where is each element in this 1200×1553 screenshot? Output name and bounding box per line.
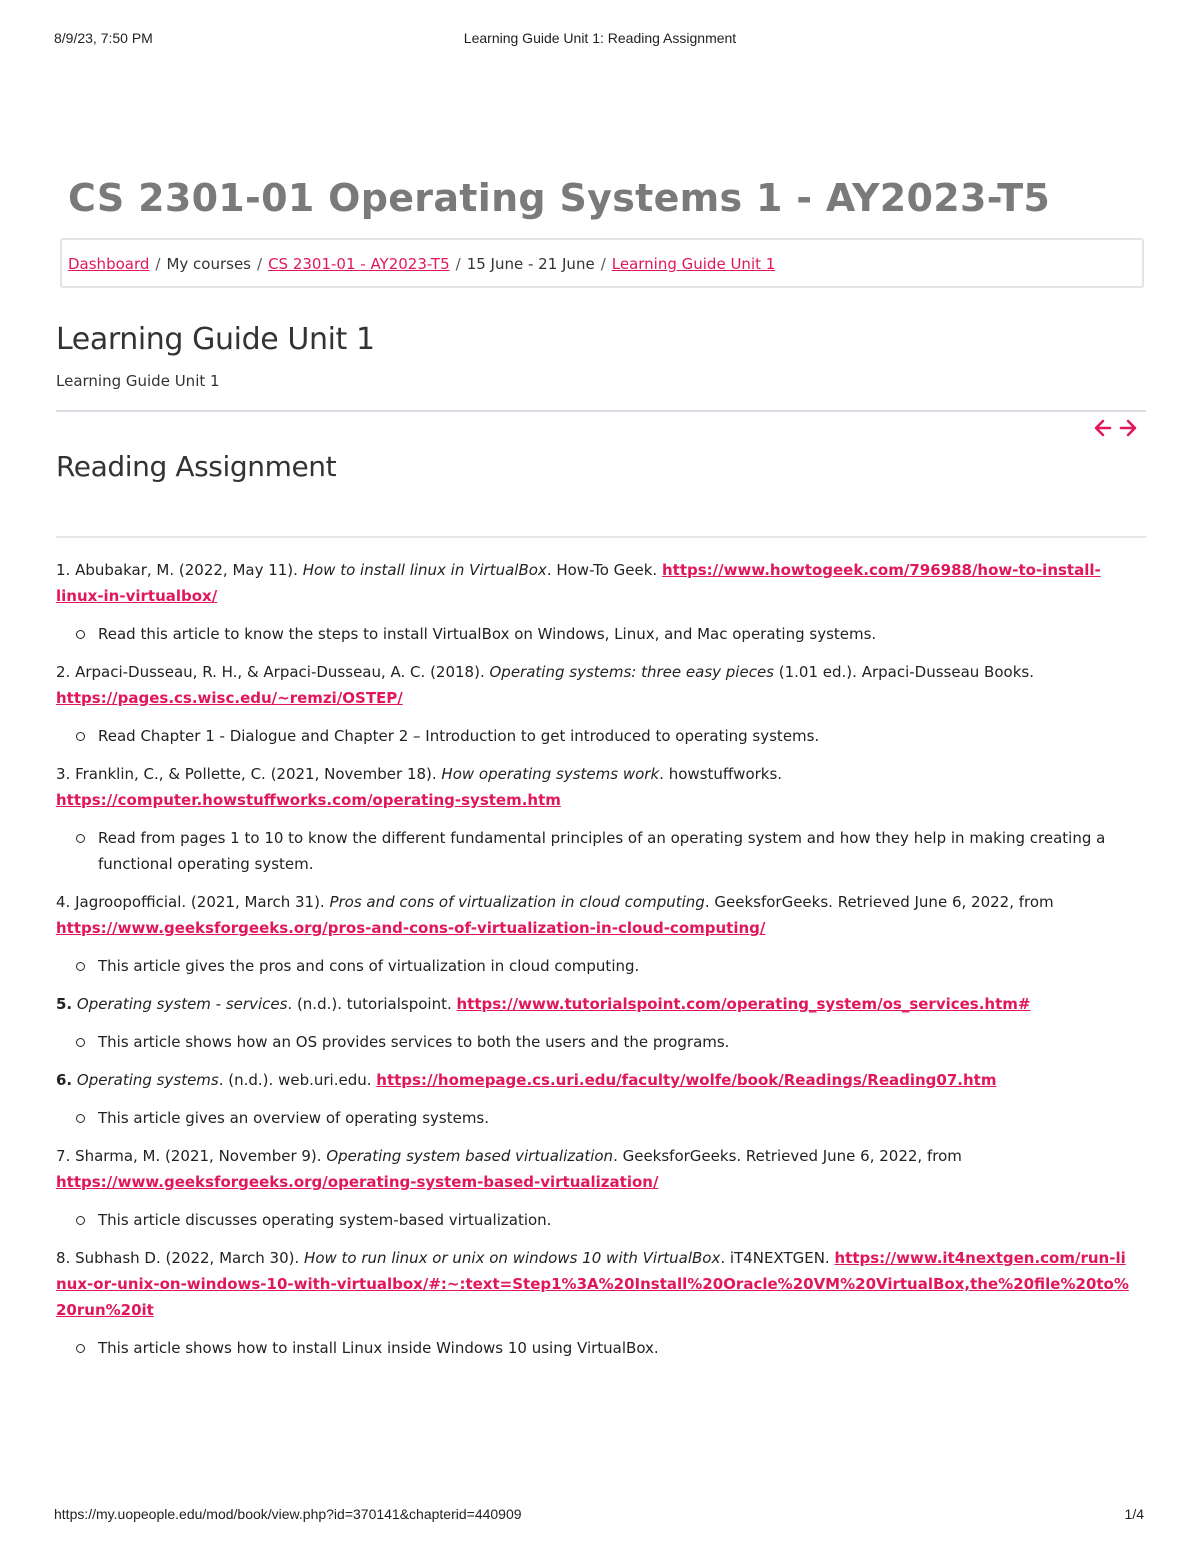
print-page-title: Learning Guide Unit 1: Reading Assignment	[463, 30, 737, 46]
breadcrumb-separator: /	[257, 255, 263, 273]
reference-item	[56, 889, 1136, 941]
breadcrumb-separator: /	[600, 255, 606, 273]
reference-number: 6.	[56, 1071, 73, 1089]
circle-bullet-icon	[76, 732, 85, 741]
circle-bullet-icon	[76, 1216, 85, 1225]
reference-number: 5.	[56, 995, 73, 1013]
reference-source: . How-To Geek.	[546, 561, 662, 579]
circle-bullet-icon	[76, 1038, 85, 1047]
reference-item	[56, 1067, 1136, 1093]
reference-number: 7.	[56, 1147, 71, 1165]
breadcrumb-guide-link[interactable]: Learning Guide Unit 1	[611, 255, 776, 273]
print-datetime: 8/9/23, 7:50 PM	[54, 30, 153, 46]
reference-number: 3.	[56, 765, 71, 783]
reference-link[interactable]: https://www.geeksforgeeks.org/operating-system-based-virtualization/	[56, 1173, 659, 1191]
reference-link[interactable]: https://www.tutorialspoint.com/operating_system/os_services.htm#	[456, 995, 1031, 1013]
breadcrumb-separator: /	[155, 255, 161, 273]
reference-source: . iT4NEXTGEN.	[720, 1249, 835, 1267]
reference-number: 4.	[56, 893, 71, 911]
breadcrumb-separator: /	[455, 255, 461, 273]
reference-item	[56, 557, 1136, 609]
breadcrumb	[60, 238, 1144, 288]
circle-bullet-icon	[76, 1344, 85, 1353]
reference-number: 8.	[56, 1249, 71, 1267]
book-subtitle: Learning Guide Unit 1	[56, 372, 220, 390]
print-url: https://my.uopeople.edu/mod/book/view.php?id=370141&chapterid=440909	[54, 1506, 522, 1522]
reference-note: This article discusses operating system-based virtualization.	[98, 1207, 1136, 1233]
reference-authors: Jagroopofficial. (2021, March 31).	[70, 893, 330, 911]
reference-link[interactable]: https://www.it4nextgen.com/run-linux-or-unix-on-windows-10-with-virtualbox/#:~:text=Step1%3A%20Install%20Oracle%20VM%20VirtualBox,the%20file%20to%20run%20it	[56, 1249, 1129, 1319]
breadcrumb-my-courses: My courses	[166, 255, 251, 273]
reference-link[interactable]: https://www.geeksforgeeks.org/pros-and-cons-of-virtualization-in-cloud-computing/	[56, 919, 766, 937]
chapter-navigation	[1094, 416, 1140, 440]
reference-source: . (n.d.). tutorialspoint.	[287, 995, 457, 1013]
reference-note: This article shows how an OS provides services to both the users and the programs.	[98, 1029, 1136, 1055]
reference-number: 1.	[56, 561, 71, 579]
circle-bullet-icon	[76, 630, 85, 639]
reference-title: How operating systems work	[441, 765, 660, 783]
reference-note: This article gives the pros and cons of virtualization in cloud computing.	[98, 953, 1136, 979]
reference-note: This article shows how to install Linux inside Windows 10 using VirtualBox.	[98, 1335, 1136, 1361]
reference-source: . (n.d.). web.uri.edu.	[218, 1071, 377, 1089]
reference-authors: Arpaci-Dusseau, R. H., & Arpaci-Dusseau, A. C. (2018).	[70, 663, 490, 681]
circle-bullet-icon	[76, 1114, 85, 1123]
next-chapter-arrow-icon[interactable]	[1121, 421, 1135, 435]
breadcrumb-week: 15 June - 21 June	[466, 255, 595, 273]
reference-number: 2.	[56, 663, 71, 681]
divider	[56, 536, 1146, 538]
reference-link[interactable]: https://www.howtogeek.com/796988/how-to-install-linux-in-virtualbox/	[56, 561, 1101, 605]
reference-title: Operating systems	[76, 1071, 219, 1089]
reference-item	[56, 659, 1136, 711]
pdf-print-footer	[0, 1506, 1200, 1526]
reference-item	[56, 761, 1136, 813]
reference-note: This article gives an overview of operating systems.	[98, 1105, 1136, 1131]
book-title: Learning Guide Unit 1	[56, 322, 375, 357]
chapter-title: Reading Assignment	[56, 450, 337, 483]
reference-title: Operating system based virtualization	[326, 1147, 614, 1165]
circle-bullet-icon	[76, 962, 85, 971]
reference-link[interactable]: https://computer.howstuffworks.com/operating-system.htm	[56, 791, 561, 809]
pdf-print-header	[0, 30, 1200, 50]
reference-item	[56, 1245, 1136, 1323]
circle-bullet-icon	[76, 834, 85, 843]
reference-link[interactable]: https://homepage.cs.uri.edu/faculty/wolfe/book/Readings/Reading07.htm	[376, 1071, 997, 1089]
breadcrumb-dashboard-link[interactable]: Dashboard	[68, 255, 150, 273]
reference-source: . howstuffworks.	[659, 765, 783, 783]
breadcrumb-course-link[interactable]: CS 2301-01 - AY2023-T5	[268, 255, 450, 273]
reference-note: Read from pages 1 to 10 to know the different fundamental principles of an operating system and how they help in making creating a functional operating system.	[98, 825, 1136, 877]
reference-source: (1.01 ed.). Arpaci-Dusseau Books.	[774, 663, 1034, 681]
reference-note: Read this article to know the steps to install VirtualBox on Windows, Linux, and Mac operating systems.	[98, 621, 1136, 647]
reference-source: . GeeksforGeeks. Retrieved June 6, 2022, from	[613, 1147, 962, 1165]
print-page-number: 1/4	[1124, 1506, 1144, 1522]
reference-authors: Sharma, M. (2021, November 9).	[70, 1147, 327, 1165]
course-title: CS 2301-01 Operating Systems 1 - AY2023-T5	[68, 176, 1051, 220]
reference-item	[56, 1143, 1136, 1195]
reference-title: Pros and cons of virtualization in cloud computing	[329, 893, 705, 911]
reference-title: How to install linux in VirtualBox	[302, 561, 547, 579]
reading-list	[56, 557, 1136, 1373]
reference-note: Read Chapter 1 - Dialogue and Chapter 2 – Introduction to get introduced to operating systems.	[98, 723, 1136, 749]
previous-chapter-arrow-icon[interactable]	[1096, 421, 1110, 435]
reference-authors: Subhash D. (2022, March 30).	[70, 1249, 305, 1267]
reference-title: How to run linux or unix on windows 10 with VirtualBox	[304, 1249, 721, 1267]
reference-item	[56, 991, 1136, 1017]
reference-authors: Abubakar, M. (2022, May 11).	[70, 561, 303, 579]
reference-title: Operating systems: three easy pieces	[489, 663, 774, 681]
divider	[56, 410, 1146, 412]
reference-title: Operating system - services	[76, 995, 288, 1013]
reference-link[interactable]: https://pages.cs.wisc.edu/~remzi/OSTEP/	[56, 689, 403, 707]
reference-source: . GeeksforGeeks. Retrieved June 6, 2022, from	[704, 893, 1054, 911]
reference-authors: Franklin, C., & Pollette, C. (2021, November 18).	[70, 765, 442, 783]
